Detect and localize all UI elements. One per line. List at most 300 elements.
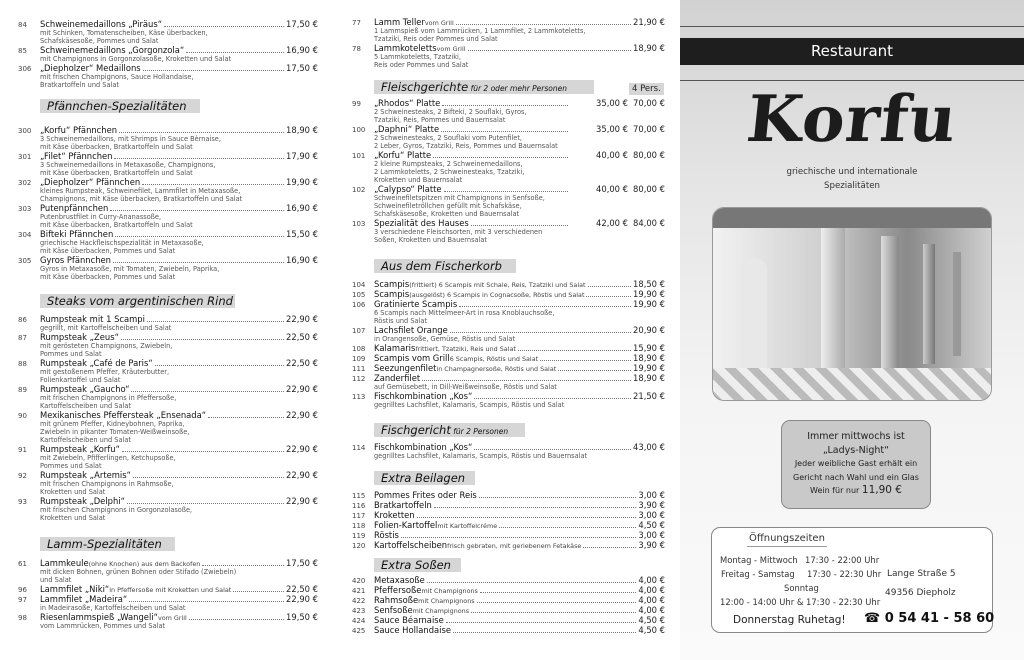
menu-items bbox=[352, 442, 665, 460]
item-number: 300 bbox=[18, 127, 32, 135]
menu-item-title-row bbox=[352, 299, 665, 309]
item-name: Rahmsoße bbox=[374, 595, 419, 605]
item-description: Tzatziki, Reis, Pommes und Bauernsalat bbox=[374, 116, 506, 124]
item-number: 119 bbox=[352, 532, 366, 540]
item-description: 5 Lammkoteletts, Tzatziki, bbox=[374, 53, 461, 61]
item-number: 89 bbox=[18, 386, 27, 394]
item-description: mit Käse überbacken, Bratkartoffeln und Salat bbox=[40, 169, 193, 177]
menu-item-title-row bbox=[352, 279, 665, 289]
menu-item-title-row bbox=[18, 332, 318, 342]
dot-leader bbox=[121, 339, 284, 340]
item-number: 87 bbox=[18, 334, 27, 342]
item-inline-note: frittiert, Tzatziki, Reis und Salat bbox=[415, 345, 516, 353]
menu-item bbox=[18, 229, 318, 255]
item-description: Kroketten und Salat bbox=[40, 488, 106, 496]
item-name: Rumpsteak „Zeus“ bbox=[40, 332, 119, 342]
item-price: 3,90 € bbox=[638, 540, 665, 550]
korfu-logo: Korfu bbox=[743, 82, 961, 157]
item-price: 22,50 € bbox=[286, 332, 318, 342]
item-description: 2 Leber, Gyros, Tzatziki, Reis, Pommes und Bauernsalat bbox=[374, 142, 558, 150]
hours-mo-time: 17:30 - 22:00 Uhr bbox=[805, 555, 880, 565]
menu-item bbox=[18, 151, 318, 177]
menu-item-title-row bbox=[352, 605, 665, 615]
phone-icon: ☎ bbox=[864, 611, 881, 626]
item-number: 118 bbox=[352, 522, 366, 530]
item-inline-note: (ausgelöst) 6 Scampis in Cognacsoße, Röstis und Salat bbox=[409, 291, 585, 299]
item-number: 101 bbox=[352, 152, 366, 160]
dot-leader bbox=[453, 632, 636, 633]
item-number: 422 bbox=[352, 597, 366, 605]
menu-item bbox=[18, 558, 318, 584]
dot-leader bbox=[427, 582, 637, 583]
item-number: 78 bbox=[352, 45, 361, 53]
item-name: Kalamaris bbox=[374, 343, 416, 353]
item-price: 4,50 € bbox=[638, 625, 665, 635]
section-header bbox=[374, 80, 594, 94]
item-name: Rumpsteak „Korfu“ bbox=[40, 444, 120, 454]
item-description: mit gestoßenem Pfeffer, Kräuterbutter, bbox=[40, 368, 170, 376]
item-price: 22,90 € bbox=[286, 384, 318, 394]
item-number: 421 bbox=[352, 587, 366, 595]
section-header-title: Aus dem Fischerkorb bbox=[381, 259, 502, 273]
menu-item bbox=[352, 184, 665, 218]
item-price: 40,00 € bbox=[596, 150, 628, 160]
item-name: Bifteki Pfännchen bbox=[40, 229, 114, 239]
item-price: 35,00 € bbox=[596, 98, 628, 108]
menu-items bbox=[352, 98, 665, 244]
menu-item bbox=[352, 279, 665, 289]
menu-item bbox=[352, 490, 665, 500]
item-name: Metaxasoße bbox=[374, 575, 425, 585]
menu-item-title-row bbox=[352, 625, 665, 635]
item-number: 420 bbox=[352, 577, 366, 585]
menu-item bbox=[352, 575, 665, 585]
item-description: mit frischen Champignons, Sauce Hollandaise, bbox=[40, 73, 194, 81]
item-number: 111 bbox=[352, 365, 366, 373]
item-description: 2 Schweinesteaks, 2 Souflaki vom Putenfilet, bbox=[374, 134, 523, 142]
item-description: Kroketten und Salat bbox=[40, 514, 106, 522]
section-header bbox=[374, 259, 516, 273]
dot-leader bbox=[471, 612, 636, 613]
dot-leader bbox=[115, 236, 284, 237]
item-description: Bratkartoffeln und Salat bbox=[40, 81, 119, 89]
menu-item-title-row bbox=[352, 343, 665, 353]
item-name: Fischkombination „Kos“ bbox=[374, 391, 473, 401]
item-description: auf Gemüsebett, in Dill-Weißweinsoße, Röstis und Salat bbox=[374, 383, 557, 391]
item-price: 4,00 € bbox=[638, 595, 665, 605]
item-name: Lachsfilet Orange bbox=[374, 325, 448, 335]
menu-item-title-row bbox=[18, 314, 318, 324]
menu-item bbox=[352, 520, 665, 530]
menu-item bbox=[18, 19, 318, 45]
ladys-line-1: Immer mittwochs ist bbox=[807, 431, 905, 442]
item-name: Folien-Kartoffel bbox=[374, 520, 438, 530]
item-price: 4,50 € bbox=[638, 615, 665, 625]
item-description: mit gerösteten Champignons, Zwiebeln, bbox=[40, 342, 173, 350]
menu-item-title-row bbox=[352, 500, 665, 510]
item-name: Lammkoteletts bbox=[374, 43, 437, 53]
item-price: 21,50 € bbox=[633, 391, 665, 401]
item-name: Schweinemedaillons „Gorgonzola“ bbox=[40, 45, 185, 55]
dot-leader bbox=[202, 565, 284, 566]
item-description: mit dicken Bohnen, grünen Bohnen oder Stifado (Zwiebeln) bbox=[40, 568, 237, 576]
menu-items bbox=[18, 314, 318, 522]
dot-leader bbox=[208, 417, 284, 418]
menu-item-title-row bbox=[18, 19, 318, 29]
menu-item bbox=[352, 391, 665, 409]
dot-leader bbox=[119, 132, 284, 133]
section-header-title: Extra Beilagen bbox=[381, 471, 466, 485]
colonnade-statues-photo bbox=[712, 207, 992, 401]
item-price: 22,90 € bbox=[286, 594, 318, 604]
menu-item bbox=[18, 584, 318, 594]
menu-item bbox=[18, 410, 318, 444]
menu-item bbox=[352, 343, 665, 353]
item-number: 106 bbox=[352, 301, 366, 309]
menu-item bbox=[352, 124, 665, 150]
dot-leader bbox=[122, 451, 284, 452]
menu-item-title-row bbox=[352, 540, 665, 550]
item-number: 61 bbox=[18, 560, 27, 568]
item-name: Rumpsteak „Gaucho“ bbox=[40, 384, 130, 394]
item-price: 19,90 € bbox=[286, 177, 318, 187]
section-header-title: Fischgericht bbox=[381, 423, 451, 437]
item-price: 15,50 € bbox=[286, 229, 318, 239]
menu-item-title-row bbox=[352, 98, 665, 108]
menu-item-title-row bbox=[18, 558, 318, 568]
item-price: 18,90 € bbox=[633, 373, 665, 383]
item-description: Schafskäsesoße, Kroketten und Bauernsalat bbox=[374, 210, 520, 218]
dot-leader bbox=[456, 24, 631, 25]
item-number: 91 bbox=[18, 446, 27, 454]
dot-leader bbox=[477, 602, 637, 603]
item-price: 18,90 € bbox=[633, 353, 665, 363]
item-number: 93 bbox=[18, 498, 27, 506]
item-name: Sauce Hollandaise bbox=[374, 625, 451, 635]
item-price-4-persons: 84,00 € bbox=[633, 218, 665, 228]
item-description: und Salat bbox=[40, 576, 72, 584]
item-number: 99 bbox=[352, 100, 361, 108]
item-name: Lammfilet „Niki“ bbox=[40, 584, 110, 594]
item-price: 35,00 € bbox=[596, 124, 628, 134]
item-description: Schafskäsesoße, Pommes und Salat bbox=[40, 37, 159, 45]
item-description: mit Champignons in Gorgonzolasoße, Kroketten und Salat bbox=[40, 55, 232, 63]
item-price: 16,90 € bbox=[286, 203, 318, 213]
menu-item-title-row bbox=[352, 391, 665, 401]
item-name: Rumpsteak mit 1 Scampi bbox=[40, 314, 145, 324]
item-number: 85 bbox=[18, 47, 27, 55]
item-number: 98 bbox=[18, 614, 27, 622]
item-description: mit frischen Champignons in Pfeffersoße, bbox=[40, 394, 177, 402]
menu-item bbox=[18, 358, 318, 384]
menu-item-title-row bbox=[18, 151, 318, 161]
dot-leader bbox=[133, 477, 284, 478]
item-number: 303 bbox=[18, 205, 32, 213]
dot-leader bbox=[114, 158, 284, 159]
dot-leader bbox=[480, 592, 637, 593]
menu-item-title-row bbox=[352, 184, 665, 194]
item-price: 22,90 € bbox=[286, 470, 318, 480]
item-name: Rumpsteak „Delphi“ bbox=[40, 496, 125, 506]
hours-fr-time: 17:30 - 22:30 Uhr bbox=[807, 569, 882, 579]
dot-leader bbox=[540, 360, 631, 361]
dot-leader bbox=[450, 332, 631, 333]
item-price-4-persons: 80,00 € bbox=[633, 150, 665, 160]
item-inline-note: vom Grill bbox=[436, 45, 466, 53]
item-name: Senfsoße bbox=[374, 605, 413, 615]
phone-number[interactable]: 0 54 41 - 58 60 bbox=[884, 611, 995, 626]
item-price-4-persons: 80,00 € bbox=[633, 184, 665, 194]
menu-item-title-row bbox=[18, 177, 318, 187]
dot-leader bbox=[129, 601, 284, 602]
dot-leader bbox=[479, 497, 637, 498]
dot-leader bbox=[422, 380, 631, 381]
item-price: 3,00 € bbox=[638, 530, 665, 540]
item-number: 103 bbox=[352, 220, 366, 228]
item-inline-note: (ohne Knochen) aus dem Backofen bbox=[88, 560, 201, 568]
menu-item bbox=[18, 125, 318, 151]
menu-item bbox=[18, 612, 318, 630]
subtitle-line-2: Spezialitäten bbox=[824, 181, 880, 191]
dot-leader bbox=[127, 503, 284, 504]
item-name: Schweinemedaillons „Piräus“ bbox=[40, 19, 163, 29]
item-inline-note: vom Grill bbox=[424, 19, 454, 27]
menu-item bbox=[352, 442, 665, 460]
item-description: kleines Rumpsteak, Schweinefilet, Lammfilet in Metaxasoße, bbox=[40, 187, 241, 195]
menu-item-title-row bbox=[18, 612, 318, 622]
item-description: Soßen, Kroketten und Bauernsalat bbox=[374, 236, 488, 244]
menu-item bbox=[352, 373, 665, 391]
item-name: Seezungenfilet bbox=[374, 363, 437, 373]
item-price: 19,90 € bbox=[633, 289, 665, 299]
item-number: 116 bbox=[352, 502, 366, 510]
item-number: 92 bbox=[18, 472, 27, 480]
item-description: Gyros in Metaxasoße, mit Tomaten, Zwiebeln, Paprika, bbox=[40, 265, 220, 273]
menu-item-title-row bbox=[352, 43, 665, 53]
hours-fr: Freitag - Samstag bbox=[721, 569, 795, 579]
menu-item bbox=[18, 594, 318, 612]
dot-leader bbox=[441, 131, 568, 132]
item-description: mit Käse überbacken, Pommes und Salat bbox=[40, 247, 176, 255]
item-description: Kroketten und Bauernsalat bbox=[374, 176, 463, 184]
item-number: 305 bbox=[18, 257, 32, 265]
item-description: Champignons, mit Käse überbacken, Bratkartoffeln und Salat bbox=[40, 195, 243, 203]
dot-leader bbox=[499, 527, 636, 528]
item-description: Kartoffelscheiben und Salat bbox=[40, 436, 131, 444]
hours-so-time: 12:00 - 14:00 Uhr & 17:30 - 22:30 Uhr bbox=[720, 597, 881, 607]
item-description: Kartoffelscheiben und Salat bbox=[40, 402, 131, 410]
menu-item bbox=[352, 98, 665, 124]
menu-item-title-row bbox=[352, 442, 665, 452]
menu-item bbox=[18, 496, 318, 522]
hours-mo: Montag - Mittwoch bbox=[720, 555, 798, 565]
menu-item bbox=[18, 470, 318, 496]
item-price: 22,90 € bbox=[286, 444, 318, 454]
item-description: gegrilltes Lachsfilet, Kalamaris, Scampis, Röstis und Salat bbox=[374, 401, 565, 409]
menu-item-title-row bbox=[352, 124, 665, 134]
menu-item bbox=[352, 353, 665, 363]
dot-leader bbox=[155, 365, 284, 366]
item-number: 77 bbox=[352, 19, 361, 27]
menu-item-title-row bbox=[352, 373, 665, 383]
item-number: 88 bbox=[18, 360, 27, 368]
item-description: mit Käse überbacken, Bratkartoffeln und Salat bbox=[40, 221, 193, 229]
menu-item bbox=[352, 363, 665, 373]
menu-item-title-row bbox=[18, 203, 318, 213]
menu-item bbox=[352, 605, 665, 615]
item-description: 2 Lammkoteletts, 2 Schweinesteaks, Tzatziki, bbox=[374, 168, 525, 176]
dot-leader bbox=[110, 210, 284, 211]
ladys-line-4: Gericht nach Wahl und ein Glas bbox=[793, 472, 919, 482]
item-price: 17,50 € bbox=[286, 63, 318, 73]
menu-item-title-row bbox=[352, 595, 665, 605]
item-price-4-persons: 70,00 € bbox=[633, 124, 665, 134]
item-description: Tzatziki, Reis oder Pommes und Salat bbox=[374, 35, 498, 43]
section-header-title: Lamm-Spezialitäten bbox=[47, 537, 162, 551]
item-number: 114 bbox=[352, 444, 366, 452]
dot-leader bbox=[474, 398, 631, 399]
item-description: mit Schinken, Tomatenscheiben, Käse überbacken, bbox=[40, 29, 208, 37]
restaurant-band: Restaurant bbox=[680, 38, 1024, 65]
item-inline-note: mit Champignons bbox=[412, 607, 470, 615]
ladys-night-box bbox=[781, 420, 931, 509]
item-name: Putenpfännchen bbox=[40, 203, 109, 213]
dot-leader bbox=[459, 306, 631, 307]
dot-leader bbox=[147, 321, 284, 322]
item-number: 90 bbox=[18, 412, 27, 420]
dot-leader bbox=[588, 286, 632, 287]
item-name: Gyros Pfännchen bbox=[40, 255, 111, 265]
menu-item bbox=[352, 585, 665, 595]
item-description: in Madeirasoße, Kartoffelscheiben und Salat bbox=[40, 604, 186, 612]
menu-item-title-row bbox=[18, 384, 318, 394]
menu-item-title-row bbox=[352, 530, 665, 540]
item-number: 84 bbox=[18, 21, 27, 29]
item-name: Pfeffersoße bbox=[374, 585, 422, 595]
item-price: 22,90 € bbox=[286, 496, 318, 506]
section-header-note: für 2 Personen bbox=[450, 427, 509, 436]
dot-leader bbox=[586, 296, 631, 297]
menu-item bbox=[18, 255, 318, 281]
menu-item-title-row bbox=[352, 520, 665, 530]
dot-leader bbox=[468, 50, 632, 51]
menu-item-title-row bbox=[352, 325, 665, 335]
item-number: 423 bbox=[352, 607, 366, 615]
item-price: 18,90 € bbox=[286, 125, 318, 135]
dot-leader bbox=[233, 591, 284, 592]
item-name: Spezialität des Hauses bbox=[374, 218, 469, 228]
item-inline-note: (frittiert) 6 Scampis mit Schale, Reis, Tzatziki und Salat bbox=[409, 281, 586, 289]
item-price: 19,90 € bbox=[633, 363, 665, 373]
section-header-title: Pfännchen-Spezialitäten bbox=[47, 99, 187, 113]
section-header bbox=[40, 99, 200, 113]
dot-leader bbox=[401, 537, 636, 538]
menu-item bbox=[352, 43, 665, 69]
hours-so: Sonntag bbox=[784, 583, 819, 593]
menu-item bbox=[352, 625, 665, 635]
item-number: 100 bbox=[352, 126, 366, 134]
section-header bbox=[374, 471, 475, 485]
item-description: 1 Lammspieß vom Lammrücken, 1 Lammfilet, 2 Lammkoteletts, bbox=[374, 27, 586, 35]
item-description: Pommes und Salat bbox=[40, 350, 102, 358]
item-number: 117 bbox=[352, 512, 366, 520]
cover-panel bbox=[680, 0, 1024, 660]
ladys-line-5: Wein für nur bbox=[810, 486, 860, 495]
item-price-4-persons: 70,00 € bbox=[633, 98, 665, 108]
item-price: 4,00 € bbox=[638, 605, 665, 615]
menu-item bbox=[352, 325, 665, 343]
item-inline-note: mit Kartoffelcréme bbox=[437, 522, 498, 530]
dot-leader bbox=[113, 262, 284, 263]
item-price: 3,90 € bbox=[638, 500, 665, 510]
hours-title: Öffnungszeiten bbox=[747, 533, 827, 547]
four-persons-label: 4 Pers. bbox=[629, 83, 664, 95]
item-name: Lammfilet „Madeira“ bbox=[40, 594, 128, 604]
item-number: 109 bbox=[352, 355, 366, 363]
section-header-title: Extra Soßen bbox=[381, 558, 451, 572]
item-description: Schweinefiletspitzen mit Champignons in Senfsoße, bbox=[374, 194, 545, 202]
item-price: 15,90 € bbox=[633, 343, 665, 353]
item-price: 40,00 € bbox=[596, 184, 628, 194]
item-name: „Filet“ Pfännchen bbox=[40, 151, 113, 161]
item-description: mit Zwiebeln, Pfifferlingen, Ketchupsoße, bbox=[40, 454, 176, 462]
closed-day: Donnerstag Ruhetag! bbox=[733, 614, 846, 626]
menu-item-title-row bbox=[18, 358, 318, 368]
menu-item bbox=[352, 595, 665, 605]
item-name: Scampis bbox=[374, 289, 410, 299]
item-description: Folienkartoffel und Salat bbox=[40, 376, 121, 384]
item-price: 4,50 € bbox=[638, 520, 665, 530]
item-description: griechische Hackfleischspezialität in Metaxasoße, bbox=[40, 239, 204, 247]
item-number: 120 bbox=[352, 542, 366, 550]
menu-item-title-row bbox=[352, 575, 665, 585]
section-header-title: Fleischgerichte bbox=[381, 80, 469, 94]
item-number: 107 bbox=[352, 327, 366, 335]
menu-item-title-row bbox=[18, 63, 318, 73]
menu-item bbox=[352, 289, 665, 299]
ladys-price: 11,90 € bbox=[861, 484, 902, 496]
menu-item-title-row bbox=[18, 444, 318, 454]
section-header bbox=[40, 537, 175, 551]
item-description: in Orangensoße, Gemüse, Röstis und Salat bbox=[374, 335, 515, 343]
menu-item-title-row bbox=[352, 353, 665, 363]
item-description: 6 Scampis nach Mittelmeer-Art in rosa Knoblauchsoße, bbox=[374, 309, 555, 317]
item-name: Mexikanisches Pfeffersteak „Ensenada“ bbox=[40, 410, 207, 420]
item-price: 4,00 € bbox=[638, 585, 665, 595]
item-name: Scampis vom Grill bbox=[374, 353, 450, 363]
item-name: Kroketten bbox=[374, 510, 415, 520]
ladys-line-2: „Ladys-Night“ bbox=[822, 444, 890, 456]
menu-item-title-row bbox=[18, 229, 318, 239]
item-number: 102 bbox=[352, 186, 366, 194]
section-header-title: Steaks vom argentinischen Rind bbox=[47, 294, 233, 308]
item-inline-note: vom Grill bbox=[157, 614, 187, 622]
item-description: mit frischen Champignons in Rahmsoße, bbox=[40, 480, 174, 488]
item-name: Scampis bbox=[374, 279, 410, 289]
item-description: gegrilltes Lachsfilet, Kalamaris, Scampis, Röstis und Bauernsalat bbox=[374, 452, 588, 460]
item-name: Röstis bbox=[374, 530, 399, 540]
item-description: 3 Schweinemedaillons, mit Shrimps in Sauce Bèrnaise, bbox=[40, 135, 221, 143]
item-description: vom Lammrücken, Pommes und Salat bbox=[40, 622, 166, 630]
item-number: 104 bbox=[352, 281, 366, 289]
item-name: Lammkeule bbox=[40, 558, 89, 568]
ladys-line-3: Jeder weibliche Gast erhält ein bbox=[794, 459, 918, 468]
item-price: 4,00 € bbox=[638, 575, 665, 585]
dot-leader bbox=[143, 70, 284, 71]
dot-leader bbox=[417, 517, 637, 518]
menu-item bbox=[18, 203, 318, 229]
item-number: 115 bbox=[352, 492, 366, 500]
